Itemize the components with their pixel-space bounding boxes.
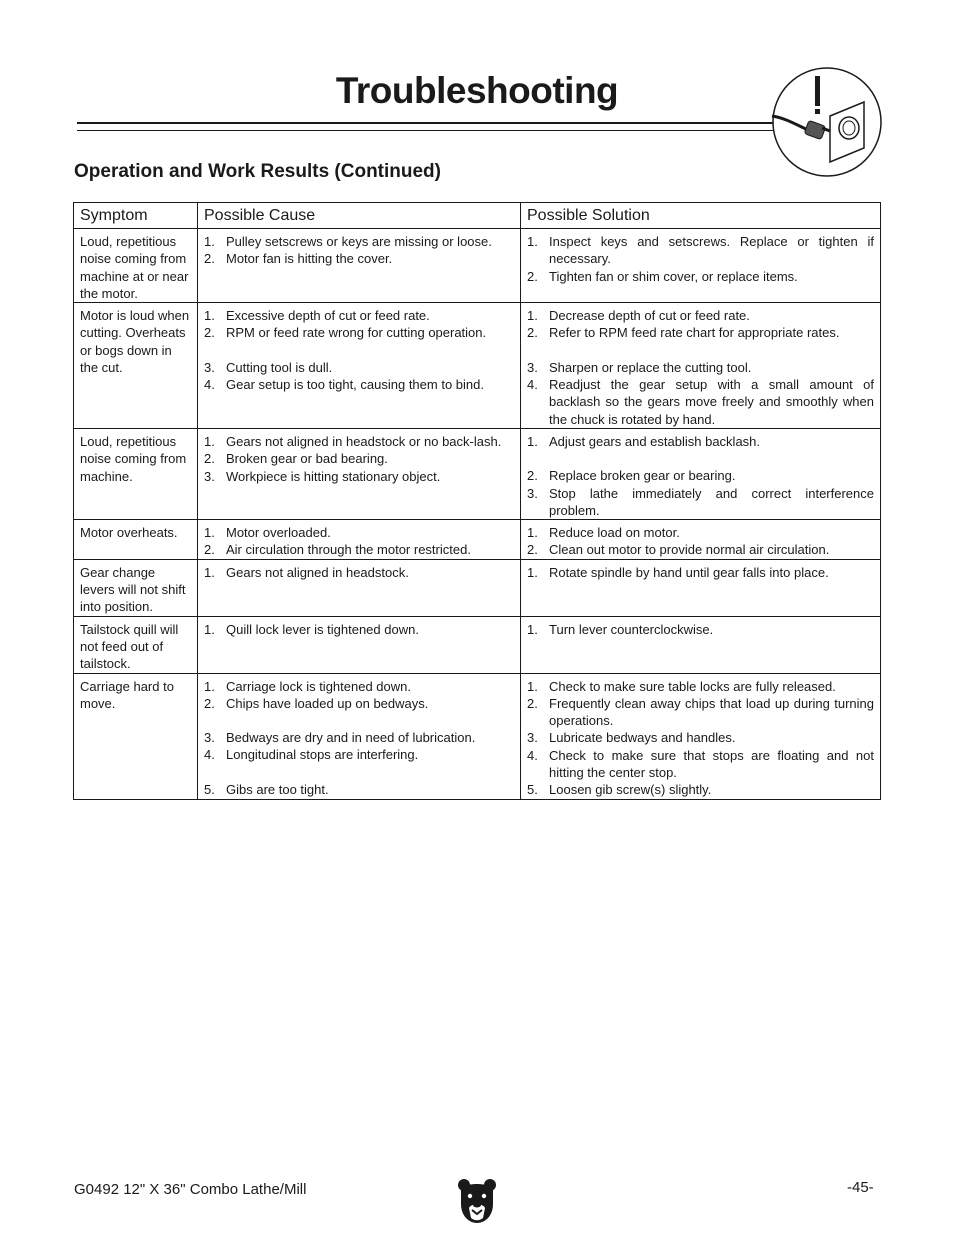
list-item xyxy=(527,485,874,520)
cause-list xyxy=(204,307,514,393)
list-item xyxy=(527,747,874,782)
item-text: Refer to RPM feed rate chart for appropriate rates. xyxy=(549,325,840,341)
table-header-row xyxy=(74,203,881,229)
item-number: 2. xyxy=(204,695,215,711)
solution-cell xyxy=(521,428,881,519)
page-title: Troubleshooting xyxy=(335,70,619,111)
cause-cell xyxy=(198,616,521,673)
item-text: Check to make sure that stops are floating and not hitting the center stop. xyxy=(549,747,874,781)
table-row xyxy=(74,559,881,616)
list-item xyxy=(527,359,874,376)
list-item xyxy=(204,781,514,798)
solution-cell xyxy=(521,673,881,799)
item-text: Lubricate bedways and handles. xyxy=(549,730,736,746)
item-number: 2. xyxy=(527,325,538,341)
table-row xyxy=(74,673,881,799)
list-item xyxy=(527,678,874,695)
list-item xyxy=(204,233,514,250)
item-number: 1. xyxy=(204,234,215,249)
list-item xyxy=(527,467,874,484)
item-text: Longitudinal stops are interfering. xyxy=(226,747,419,763)
item-number: 2. xyxy=(204,325,215,341)
list-item xyxy=(527,376,874,428)
list-item xyxy=(527,268,874,285)
solution-cell xyxy=(521,303,881,429)
item-text: Replace broken gear or bearing. xyxy=(549,468,736,484)
item-number: 1. xyxy=(527,433,538,449)
cause-cell xyxy=(198,520,521,560)
list-item xyxy=(527,621,874,638)
item-number: 3. xyxy=(204,468,215,484)
item-text: Motor fan is hitting the cover. xyxy=(226,251,393,267)
item-text: Broken gear or bad bearing. xyxy=(226,451,388,467)
item-text: Carriage lock is tightened down. xyxy=(226,678,411,694)
item-text: Excessive depth of cut or feed rate. xyxy=(226,308,430,324)
symptom-cell: Tailstock quill will not feed out of tailstock. xyxy=(74,616,198,673)
cause-list xyxy=(204,524,514,559)
item-number: 1. xyxy=(527,234,538,249)
list-item xyxy=(204,678,514,695)
list-item xyxy=(204,621,514,638)
item-number: 5. xyxy=(527,782,538,798)
list-item xyxy=(204,541,514,558)
symptom-cell: Loud, repetitious noise coming from machine at or near the motor. xyxy=(74,229,198,303)
solution-list xyxy=(527,678,874,799)
item-text: Quill lock lever is tightened down. xyxy=(226,621,419,637)
item-number: 4. xyxy=(527,747,538,763)
item-number: 2. xyxy=(527,542,538,558)
item-number: 5. xyxy=(204,781,215,797)
item-text: Turn lever counterclockwise. xyxy=(549,621,714,637)
page-number: -45- xyxy=(847,1179,874,1196)
list-item xyxy=(527,564,874,581)
title-rule-thin xyxy=(77,130,880,131)
cause-cell xyxy=(198,559,521,616)
item-text: RPM or feed rate wrong for cutting operation. xyxy=(226,325,487,341)
list-item xyxy=(204,564,514,581)
solution-list xyxy=(527,307,874,428)
item-number: 1. xyxy=(527,525,538,541)
solution-list xyxy=(527,564,874,581)
item-text: Chips have loaded up on bedways. xyxy=(226,695,429,711)
list-item xyxy=(204,376,514,393)
item-text: Reduce load on motor. xyxy=(549,525,680,541)
item-text: Readjust the gear setup with a small amount of backlash so the gears move freely and smoothly when the chuck is rotated by hand. xyxy=(549,377,874,427)
item-text: Check to make sure table locks are fully released. xyxy=(549,678,836,694)
item-number: 4. xyxy=(204,747,215,763)
cause-cell xyxy=(198,229,521,303)
list-item xyxy=(204,307,514,324)
section-subtitle: Operation and Work Results (Continued) xyxy=(74,161,441,182)
item-number: 4. xyxy=(204,377,215,393)
item-number: 1. xyxy=(204,564,215,580)
list-item xyxy=(527,541,874,558)
list-item xyxy=(527,729,874,746)
item-text: Motor overloaded. xyxy=(226,525,331,541)
list-item xyxy=(204,746,514,763)
list-item xyxy=(204,433,514,450)
table-row xyxy=(74,428,881,519)
item-number: 2. xyxy=(527,468,538,484)
symptom-cell: Motor overheats. xyxy=(74,520,198,560)
cause-list xyxy=(204,233,514,268)
item-number: 3. xyxy=(204,359,215,375)
cause-cell xyxy=(198,673,521,799)
solution-list xyxy=(527,621,874,638)
item-number: 3. xyxy=(527,730,538,746)
solution-cell xyxy=(521,520,881,560)
list-item xyxy=(204,359,514,376)
item-number: 1. xyxy=(527,564,538,580)
item-number: 4. xyxy=(527,377,538,393)
list-item xyxy=(204,468,514,485)
item-number: 1. xyxy=(204,308,215,324)
symptom-cell: Motor is loud when cutting. Overheats or bogs down in the cut. xyxy=(74,303,198,429)
troubleshooting-table xyxy=(73,202,881,800)
item-text: Clean out motor to provide normal air circulation. xyxy=(549,542,830,558)
list-item xyxy=(204,450,514,467)
list-item xyxy=(527,233,874,268)
item-number: 1. xyxy=(204,525,215,541)
list-item xyxy=(204,729,514,746)
title-rule xyxy=(77,122,880,124)
symptom-cell: Gear change levers will not shift into position. xyxy=(74,559,198,616)
item-text: Loosen gib screw(s) slightly. xyxy=(549,782,712,798)
header-possible-cause: Possible Cause xyxy=(198,203,521,229)
list-item xyxy=(527,433,874,450)
list-item xyxy=(204,695,514,712)
list-item xyxy=(527,695,874,730)
list-item xyxy=(204,524,514,541)
solution-cell xyxy=(521,229,881,303)
header-possible-solution: Possible Solution xyxy=(521,203,881,229)
list-item xyxy=(204,324,514,341)
cause-list xyxy=(204,621,514,638)
item-text: Decrease depth of cut or feed rate. xyxy=(549,308,750,324)
grizzly-bear-logo-icon xyxy=(457,1178,497,1224)
item-text: Rotate spindle by hand until gear falls into place. xyxy=(549,564,829,580)
item-text: Sharpen or replace the cutting tool. xyxy=(549,359,752,375)
cause-cell xyxy=(198,428,521,519)
item-text: Frequently clean away chips that load up during turning operations. xyxy=(549,695,874,729)
cause-list xyxy=(204,564,514,581)
item-number: 2. xyxy=(204,542,215,558)
symptom-cell: Loud, repetitious noise coming from machine. xyxy=(74,428,198,519)
item-text: Workpiece is hitting stationary object. xyxy=(226,468,441,484)
header-symptom: Symptom xyxy=(74,203,198,229)
list-item xyxy=(527,324,874,341)
item-text: Gears not aligned in headstock. xyxy=(226,564,409,580)
item-number: 2. xyxy=(527,695,538,711)
item-number: 3. xyxy=(527,485,538,501)
item-number: 1. xyxy=(527,308,538,324)
cause-cell xyxy=(198,303,521,429)
table-row xyxy=(74,229,881,303)
item-text: Stop lathe immediately and correct interference problem. xyxy=(549,485,874,518)
item-text: Gear setup is too tight, causing them to bind. xyxy=(226,377,484,393)
cause-list xyxy=(204,433,514,485)
item-number: 2. xyxy=(204,451,215,467)
item-number: 3. xyxy=(204,730,215,746)
item-number: 1. xyxy=(204,433,215,449)
item-text: Adjust gears and establish backlash. xyxy=(549,433,761,449)
list-item xyxy=(527,781,874,798)
item-text: Cutting tool is dull. xyxy=(226,359,333,375)
solution-cell xyxy=(521,559,881,616)
item-number: 1. xyxy=(204,621,215,637)
solution-list xyxy=(527,433,874,519)
item-text: Tighten fan or shim cover, or replace items. xyxy=(549,268,798,284)
table-row xyxy=(74,303,881,429)
item-text: Pulley setscrews or keys are missing or loose. xyxy=(226,234,492,249)
item-number: 2. xyxy=(204,251,215,267)
item-text: Bedways are dry and in need of lubrication. xyxy=(226,730,476,746)
list-item xyxy=(204,250,514,267)
solution-list xyxy=(527,524,874,559)
cause-list xyxy=(204,678,514,798)
item-text: Air circulation through the motor restricted. xyxy=(226,542,471,558)
solution-list xyxy=(527,233,874,285)
warning-plug-outlet-icon xyxy=(770,66,885,178)
item-number: 2. xyxy=(527,268,538,284)
table-row xyxy=(74,520,881,560)
item-number: 1. xyxy=(527,621,538,637)
item-text: Inspect keys and setscrews. Replace or tighten if necessary. xyxy=(549,234,874,267)
solution-cell xyxy=(521,616,881,673)
item-text: Gibs are too tight. xyxy=(226,781,329,797)
item-number: 1. xyxy=(527,678,538,694)
table-row xyxy=(74,616,881,673)
item-number: 1. xyxy=(204,678,215,694)
list-item xyxy=(527,307,874,324)
item-number: 3. xyxy=(527,359,538,375)
item-text: Gears not aligned in headstock or no back-lash. xyxy=(226,433,502,449)
symptom-cell: Carriage hard to move. xyxy=(74,673,198,799)
list-item xyxy=(527,524,874,541)
footer-model: G0492 12" X 36" Combo Lathe/Mill xyxy=(74,1181,307,1198)
